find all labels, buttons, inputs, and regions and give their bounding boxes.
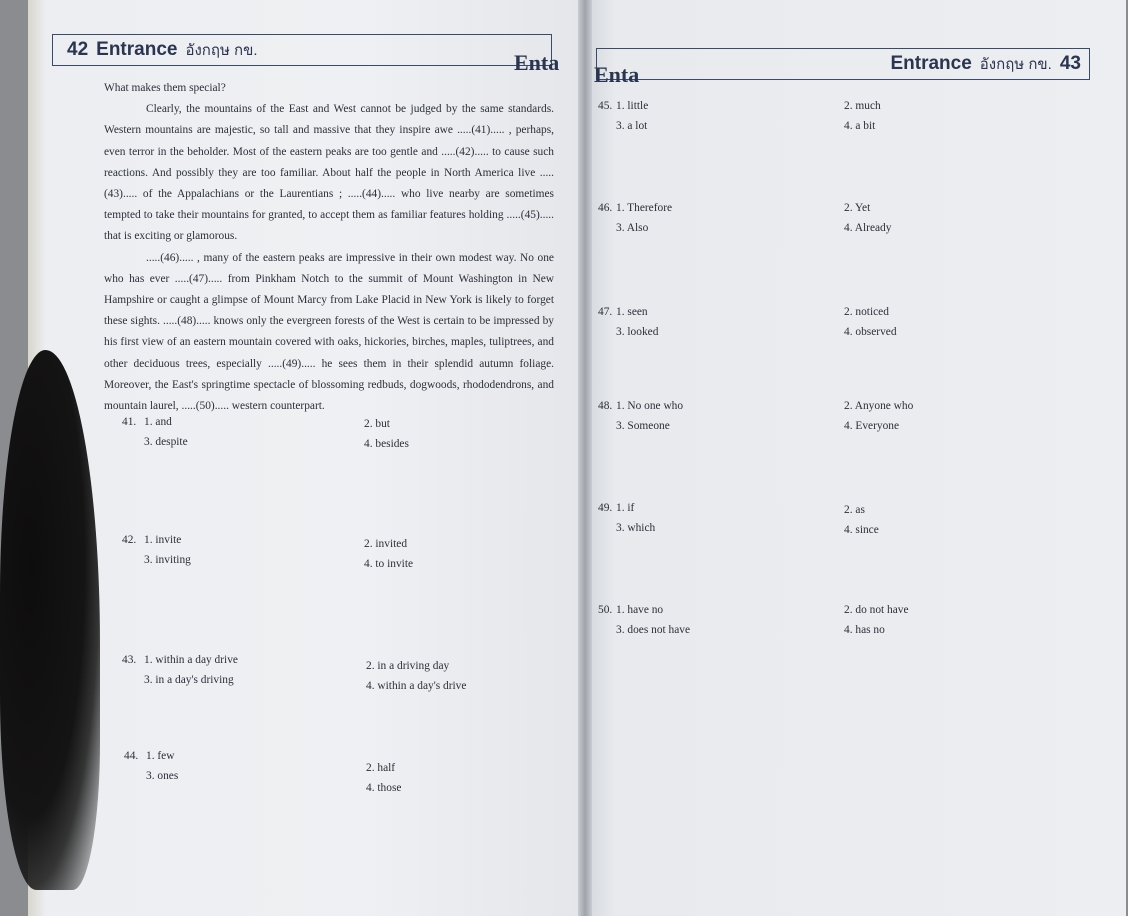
- option-4[interactable]: 4. to invite: [364, 558, 414, 570]
- entrance-logo: Enta: [594, 62, 640, 87]
- option-4[interactable]: 4. besides: [364, 438, 409, 450]
- header-title: Entrance: [890, 53, 972, 74]
- option-2[interactable]: 2. half: [366, 762, 396, 774]
- option-3[interactable]: 3. in a day's driving: [144, 674, 234, 686]
- header-thai-subtitle: อังกฤษ กข.: [185, 42, 258, 59]
- question-number: 47.: [598, 306, 613, 318]
- question-number: 42.: [122, 534, 137, 546]
- question-number: 46.: [598, 202, 613, 214]
- right-page-header: [596, 48, 1090, 80]
- option-2[interactable]: 2. but: [364, 418, 390, 430]
- option-4[interactable]: 4. since: [844, 524, 879, 536]
- passage-intro: What makes them special?: [104, 82, 226, 94]
- question-number: 41.: [122, 416, 137, 428]
- option-4[interactable]: 4. observed: [844, 326, 897, 338]
- option-1[interactable]: 1. little: [616, 100, 649, 112]
- option-1[interactable]: 1. and: [144, 416, 172, 428]
- question-number: 49.: [598, 502, 613, 514]
- header-title: Entrance: [96, 39, 178, 60]
- passage-paragraph-2: .....(46)..... , many of the eastern peaks are impressive in their own modest way. No one who has ever .....(47)..... from Pinkham Notch to the summit of Mount Washington in New Hampshire or caught a glimpse of Mount Marcy from Lake Placid in New York is likely to forget these sights. .....(48)..... knows only the evergreen forests of the West is certain to be impressed by his first view of an eastern mountain covered with oaks, hickories, birches, maples, tuliptrees, and other deciduous trees, especially .....(49)..... he sees them in their splendid autumn foliage. Moreover, the East's springtime spectacle of blossoming redbuds, dogwoods, rhododendrons, and mountain laurel, .....(50)..... western counterpart.: [104, 251, 554, 413]
- option-2[interactable]: 2. invited: [364, 538, 408, 550]
- option-1[interactable]: 1. invite: [144, 534, 182, 546]
- option-3[interactable]: 3. Someone: [616, 420, 670, 432]
- option-2[interactable]: 2. Anyone who: [844, 400, 914, 412]
- option-2[interactable]: 2. as: [844, 504, 865, 516]
- option-4[interactable]: 4. Already: [844, 222, 892, 234]
- option-4[interactable]: 4. Everyone: [844, 420, 900, 432]
- question-number: 45.: [598, 100, 613, 112]
- option-4[interactable]: 4. those: [366, 782, 402, 794]
- left-page-header: [52, 34, 552, 66]
- option-3[interactable]: 3. despite: [144, 436, 188, 448]
- header-thai-subtitle: อังกฤษ กข.: [979, 56, 1052, 73]
- entrance-logo: Enta: [514, 50, 560, 75]
- question-number: 50.: [598, 604, 613, 616]
- option-3[interactable]: 3. Also: [616, 222, 649, 234]
- option-3[interactable]: 3. looked: [616, 326, 659, 338]
- option-3[interactable]: 3. inviting: [144, 554, 191, 566]
- option-1[interactable]: 1. seen: [616, 306, 648, 318]
- option-2[interactable]: 2. Yet: [844, 202, 871, 214]
- page-number: 43: [1059, 53, 1081, 74]
- passage-paragraph-1: Clearly, the mountains of the East and West cannot be judged by the same standards. Western mountains are majestic, so tall and massive that they inspire awe .....(41)..... , perhaps, even terror in the beholder. Most of the eastern peaks are too gentle and .....(42)..... to cause such reactions. And possibly they are too familiar. About half the people in North America live .....(43)..... of the Appalachians or the Laurentians ; .....(44)..... who live nearby are sometimes tempted to take their mountains for granted, to accept them as familiar features holding .....(45)..... that is exciting or glamorous.: [104, 103, 554, 243]
- option-3[interactable]: 3. does not have: [616, 624, 691, 636]
- option-1[interactable]: 1. have no: [616, 604, 664, 616]
- option-3[interactable]: 3. which: [616, 522, 656, 534]
- question-number: 44.: [124, 750, 139, 762]
- option-1[interactable]: 1. within a day drive: [144, 654, 238, 666]
- page-number: 42: [67, 39, 89, 60]
- question-number: 43.: [122, 654, 137, 666]
- option-4[interactable]: 4. within a day's drive: [366, 680, 467, 692]
- option-4[interactable]: 4. a bit: [844, 120, 876, 132]
- option-3[interactable]: 3. a lot: [616, 120, 648, 132]
- option-2[interactable]: 2. in a driving day: [366, 660, 450, 672]
- question-number: 48.: [598, 400, 613, 412]
- right-page-content: [586, 0, 1126, 916]
- option-1[interactable]: 1. if: [616, 502, 635, 514]
- option-1[interactable]: 1. Therefore: [616, 202, 673, 214]
- option-2[interactable]: 2. much: [844, 100, 881, 112]
- option-2[interactable]: 2. noticed: [844, 306, 889, 318]
- option-1[interactable]: 1. No one who: [616, 400, 684, 412]
- reading-passage: [76, 78, 554, 417]
- option-2[interactable]: 2. do not have: [844, 604, 909, 616]
- option-3[interactable]: 3. ones: [146, 770, 179, 782]
- option-4[interactable]: 4. has no: [844, 624, 885, 636]
- option-1[interactable]: 1. few: [146, 750, 175, 762]
